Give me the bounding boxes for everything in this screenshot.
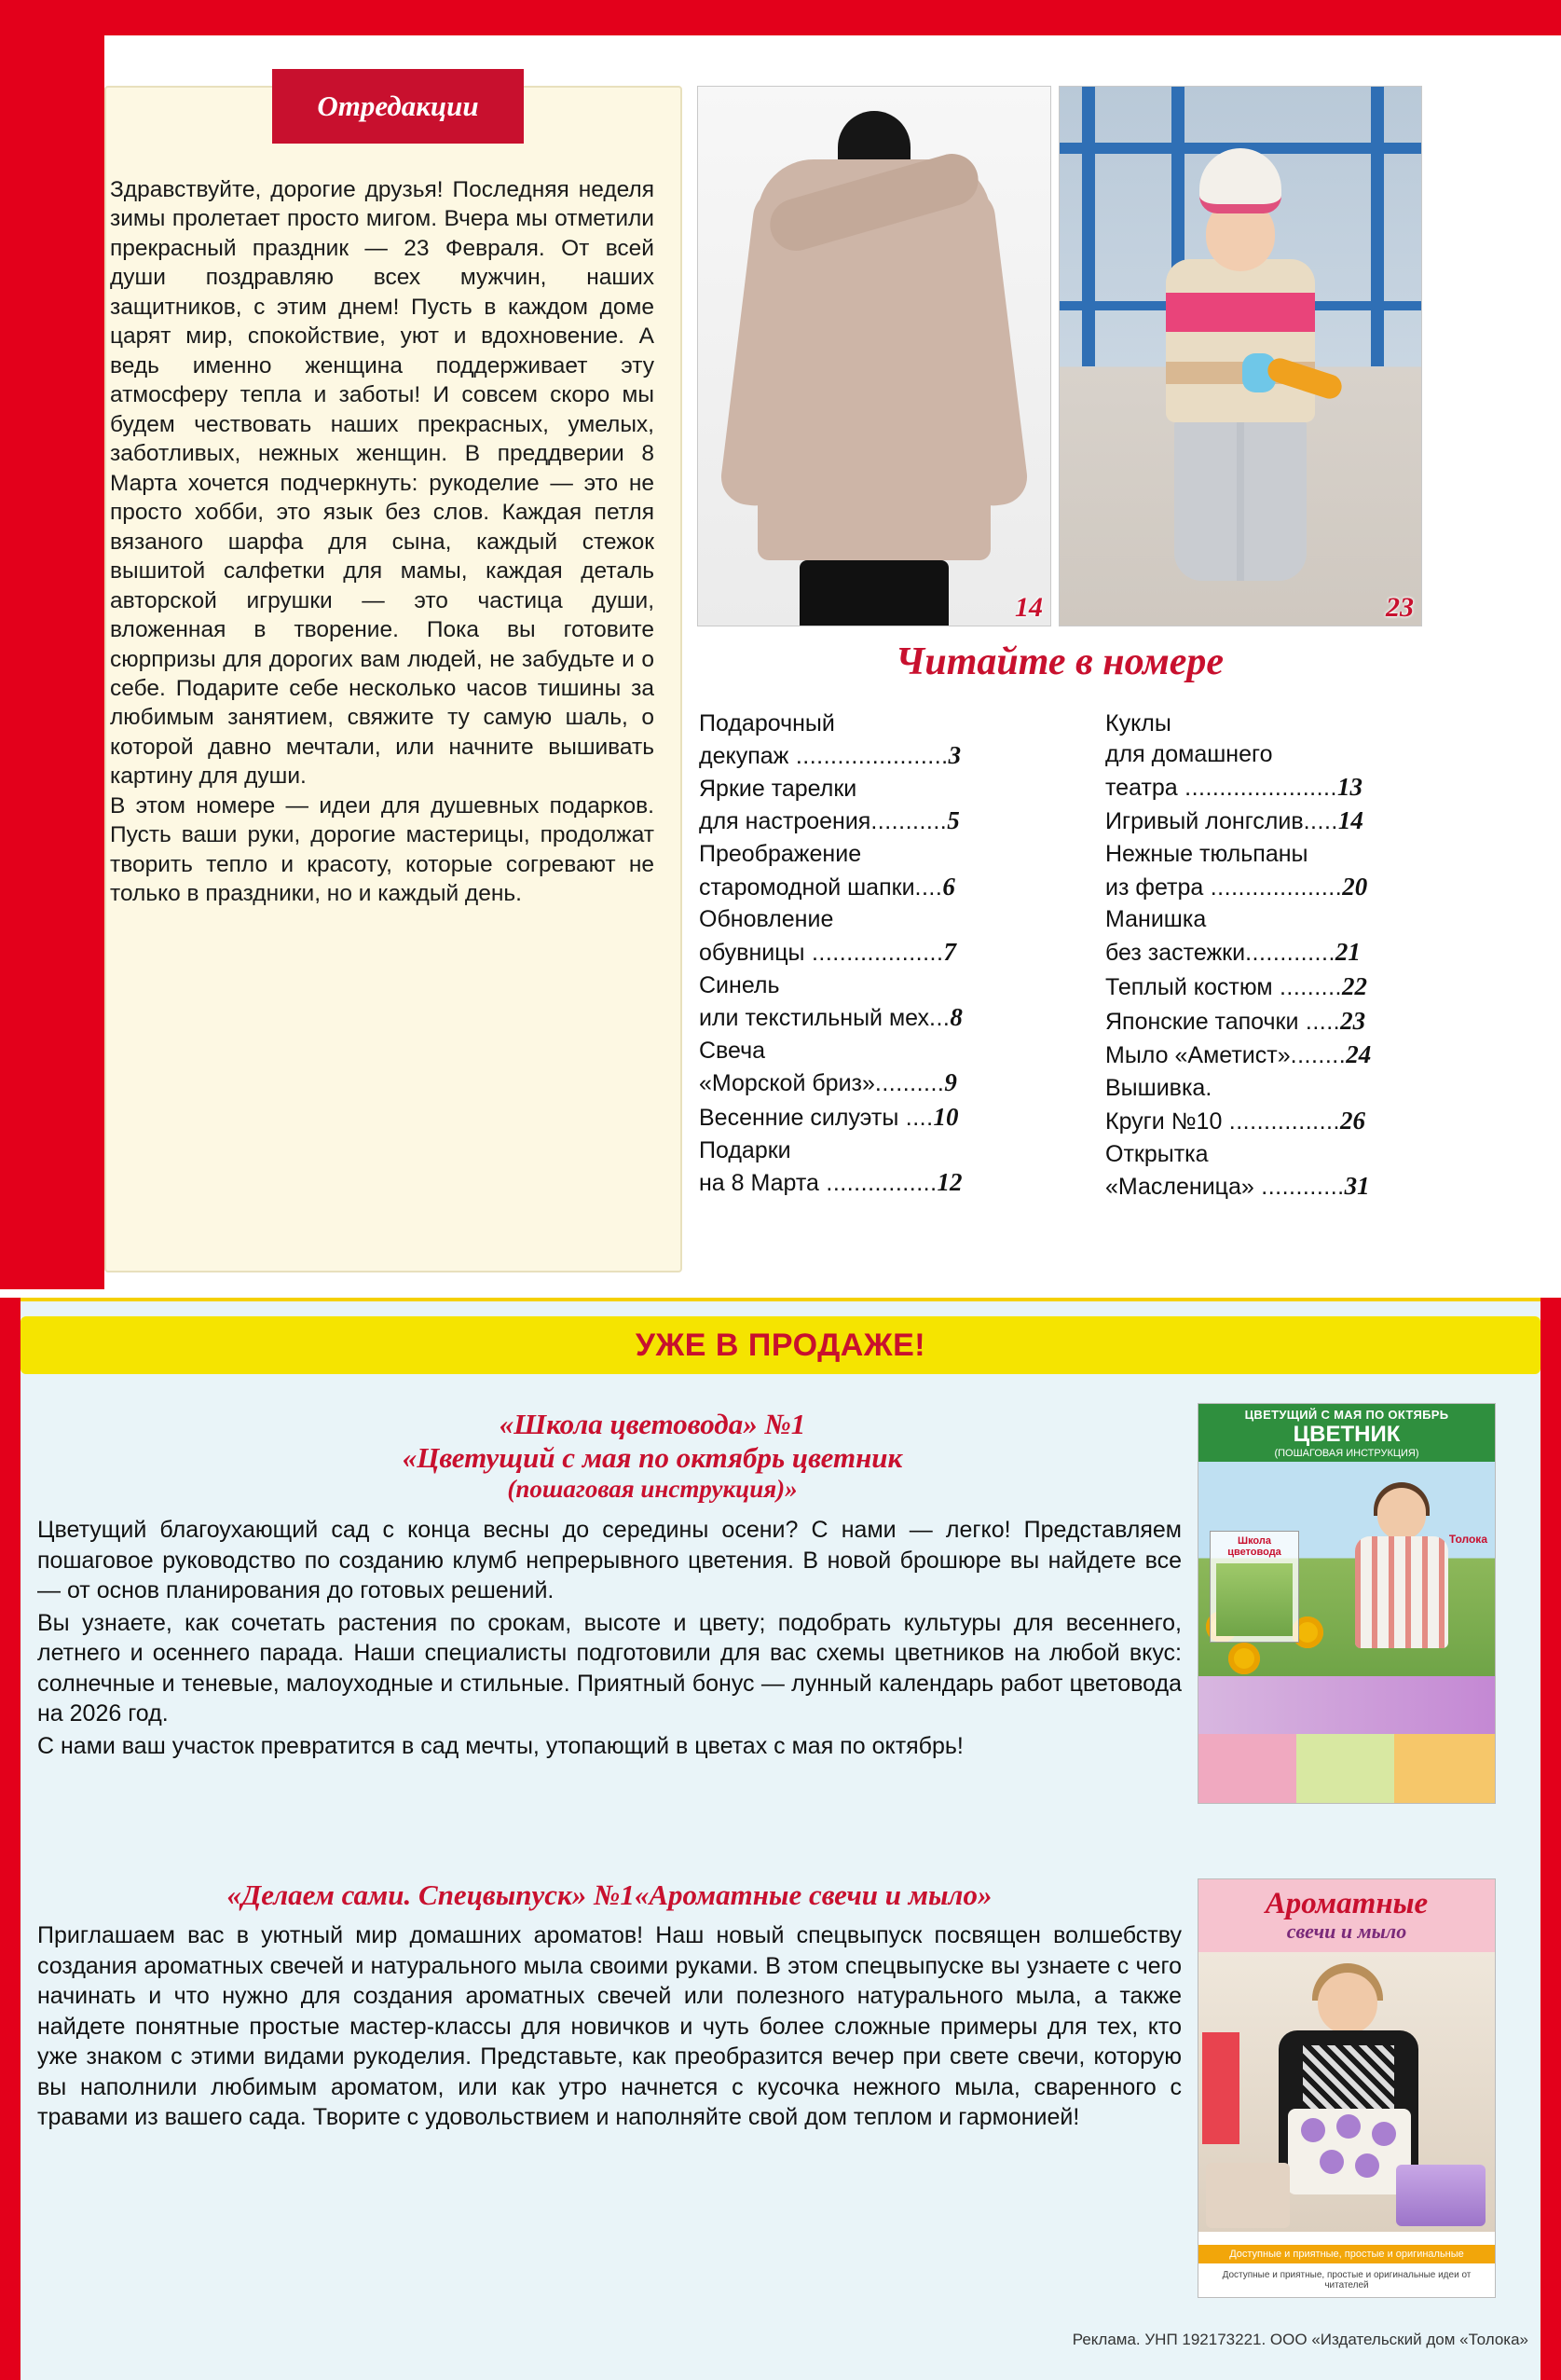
contents-entry-line <box>699 1101 1062 1135</box>
contents-page-number: 13 <box>1336 772 1362 801</box>
contents-leader-dots: .... <box>914 874 943 901</box>
candles-shape <box>1206 2163 1290 2228</box>
pants-split-shape <box>1237 413 1244 581</box>
on-sale-banner: УЖЕ В ПРОДАЖЕ! <box>21 1316 1540 1374</box>
contents-entry-title: театра <box>1105 774 1178 801</box>
contents-leader-dots: ..... <box>1303 808 1338 835</box>
contents-leader-dots: ...................... <box>1177 774 1337 801</box>
contents-page-number: 20 <box>1342 872 1368 901</box>
contents-entry-line: Куклы <box>1105 710 1171 736</box>
contents-entry-title: без застежки <box>1105 939 1246 966</box>
contents-entry[interactable] <box>699 708 1062 773</box>
contents-entry-title: из фетра <box>1105 874 1204 901</box>
contents-entry-line <box>1105 1005 1441 1039</box>
contents-leader-dots: ................... <box>1203 874 1343 901</box>
promo-one-title-line1: «Школа цветовода» №1 <box>499 1408 806 1440</box>
cover-one-photo <box>1198 1462 1495 1676</box>
contents-page-number: 9 <box>944 1068 957 1097</box>
contents-entry[interactable] <box>699 839 1062 903</box>
cover-one-header <box>1198 1404 1495 1462</box>
contents-page-number: 21 <box>1335 937 1361 966</box>
left-red-margin-lower <box>0 1298 21 2380</box>
crochet-pants-shape <box>1174 413 1307 581</box>
railing-post-shape <box>1371 87 1384 366</box>
contents-entry-line <box>1105 936 1441 970</box>
girl-in-knitted-sweater-photo <box>1059 86 1422 626</box>
contents-entry-line: Подарочный <box>699 710 835 736</box>
gardener-figure-shape <box>1346 1488 1458 1665</box>
cover-one-badge <box>1210 1531 1299 1643</box>
contents-entry-line: для домашнего <box>1105 741 1273 768</box>
editorial-header-line2: редакции <box>360 89 479 122</box>
contents-page-number: 10 <box>933 1102 959 1131</box>
contents-page-number: 3 <box>948 741 962 770</box>
contents-entry-line: Свеча <box>699 1037 766 1064</box>
contents-page-number: 24 <box>1346 1040 1372 1069</box>
photo-page-number: 23 <box>1386 592 1414 623</box>
contents-entry-title: декупаж <box>699 743 789 770</box>
cover-one-badge-image <box>1216 1563 1293 1636</box>
promo-one-text <box>37 1515 1182 1763</box>
contents-column-left <box>699 708 1062 1201</box>
sweater-stripe-shape <box>1166 293 1315 332</box>
flower-shape <box>1355 2153 1379 2178</box>
flower-shape <box>1228 1643 1260 1674</box>
contents-page-number: 8 <box>950 1002 963 1031</box>
contents-entry[interactable] <box>1105 970 1441 1004</box>
contents-page-number: 5 <box>947 806 960 835</box>
cover-two-photo <box>1198 1952 1495 2232</box>
editorial-header-line1: От <box>317 89 361 122</box>
contents-entry-line: Подарки <box>699 1136 791 1163</box>
photo-page-number: 14 <box>1015 592 1043 623</box>
promo-one-title-line2: «Цветущий с мая по октябрь цветник <box>402 1441 903 1474</box>
contents-entry-line: Открытка <box>1105 1140 1209 1167</box>
contents-leader-dots: ......... <box>1272 973 1342 1000</box>
beige-pullover-photo <box>697 86 1051 626</box>
mannequin-stand-shape <box>800 560 949 626</box>
cover-two-footer: Доступные и приятные, простые и оригинальные идеи от читателей <box>1198 2263 1495 2297</box>
contents-entry-title: для настроения <box>699 808 871 835</box>
contents-leader-dots: ........ <box>1290 1042 1347 1069</box>
contents-column-right <box>1105 708 1441 1204</box>
contents-entry-title: Игривый лонгслив <box>1105 808 1304 835</box>
contents-entry[interactable] <box>699 1101 1062 1135</box>
promo-one-title <box>112 1408 1193 1504</box>
contents-entry[interactable] <box>1105 708 1441 804</box>
knitted-sweater-shape <box>1166 259 1315 422</box>
contents-entry[interactable] <box>1105 1005 1441 1039</box>
contents-entry-line <box>699 1001 1062 1035</box>
contents-leader-dots: ...................... <box>788 743 949 770</box>
promo-one-title-line3: (пошаговая инструкция)» <box>507 1475 798 1503</box>
contents-entry-line <box>699 805 1062 838</box>
contents-leader-dots: ... <box>929 1004 951 1031</box>
legal-notice: Реклама. УНП 192173221. ООО «Издательский дом «Толока» <box>1072 2331 1528 2348</box>
editorial-paragraph-1: Здравствуйте, дорогие друзья! Последняя неделя зимы пролетает просто мигом. Вчера мы отметили прекрасный праздник — 23 Февраля. От всей души поздравляю всех мужчин, наших защитников, с этим днем! Пусть в каждом доме царят мир, спокойствие, уют и вдохновение. А ведь именно женщина поддерживает эту атмосферу тепла и заботы! И совсем скоро мы будем чествовать наших прекрасных, умелых, заботливых, нежных женщин. В преддверии 8 Марта хочется подчеркнуть: рукоделие — это не просто хобби, это язык без слов. Каждая петля вязаного шарфа для сына, каждый стежок вышитой салфетки для мамы, каждая деталь авторской игрушки — это частица души, вложенная в творение. Пока вы готовите сюрпризы для дорогих вам людей, не забудьте и о себе. Подарите себе несколько часов тишины за любимым занятием, свяжите ту самую шаль, о которой давно мечтали, или начните вышивать картину для души. <box>110 177 654 790</box>
promo-two-text <box>37 1920 1182 2133</box>
contents-entry-line <box>1105 771 1441 805</box>
contents-leader-dots: ..... <box>1298 1008 1341 1035</box>
flower-shape <box>1320 2150 1344 2174</box>
contents-entry-line <box>699 1066 1062 1100</box>
flower-shape <box>1336 2114 1361 2139</box>
cover-one-midstrip <box>1198 1676 1495 1734</box>
candles-and-soap-book-cover <box>1198 1878 1496 2298</box>
contents-entry-line: Синель <box>699 971 780 998</box>
cover-one-line3: (ПОШАГОВАЯ ИНСТРУКЦИЯ) <box>1274 1447 1419 1459</box>
contents-entry[interactable] <box>699 904 1062 969</box>
cover-one-badge-label: Школа цветовода <box>1227 1535 1281 1559</box>
contents-entry[interactable] <box>1105 839 1441 903</box>
contents-leader-dots: ........... <box>870 808 948 835</box>
editorial-text <box>110 175 662 909</box>
contents-entry-line <box>699 739 1062 773</box>
contents-entry[interactable] <box>1105 1073 1441 1137</box>
promo-one-paragraph-2: Вы узнаете, как сочетать растения по срокам, высоте и цвету; подобрать культуры для весеннего, летнего и осеннего парада. Наши специалисты подготовили для вас схемы цветников на любой вкус: солнечные и теневые, малоуходные и стильные. Приятный бонус — лунный календарь работ цветовода на 2026 год. <box>37 1609 1182 1727</box>
cover-two-title-line2: свечи и мыло <box>1286 1919 1407 1943</box>
flower-box-shape <box>1288 2109 1411 2194</box>
cover-one-brand: Толока <box>1448 1533 1487 1546</box>
flower-garden-book-cover <box>1198 1403 1496 1804</box>
contents-leader-dots: ................... <box>804 939 944 966</box>
editorial-header <box>272 69 524 144</box>
flower-shape <box>1372 2122 1396 2146</box>
contents-entry-line <box>699 871 1062 904</box>
contents-page-number: 23 <box>1340 1006 1366 1035</box>
flower-shape <box>1301 2118 1325 2142</box>
cover-one-line2: ЦВЕТНИК <box>1293 1421 1401 1447</box>
contents-entry-title: или текстильный мех <box>699 1004 930 1031</box>
left-red-margin <box>0 35 104 1289</box>
right-red-margin-lower <box>1540 1298 1561 2380</box>
contents-page-number: 31 <box>1344 1171 1370 1200</box>
contents-title: Читайте в номере <box>895 640 1225 683</box>
contents-page-number: 12 <box>937 1168 963 1197</box>
contents-entry[interactable] <box>1105 1139 1441 1204</box>
contents-entry-title: Круги №10 <box>1105 1107 1223 1135</box>
contents-entry-line <box>1105 1170 1441 1204</box>
contents-entry-line <box>1105 970 1441 1004</box>
contents-entry-line: Преображение <box>699 841 862 868</box>
contents-leader-dots: ................ <box>818 1170 938 1197</box>
contents-page-number: 6 <box>942 872 955 901</box>
contents-leader-dots: .......... <box>874 1070 945 1097</box>
plaid-shirt-shape <box>1355 1536 1448 1648</box>
contents-page-number: 14 <box>1337 806 1363 835</box>
contents-entry-line <box>1105 1039 1441 1072</box>
cover-one-bottom-photos <box>1198 1734 1495 1804</box>
contents-entry-line <box>699 936 1062 970</box>
contents-entry-line: Вышивка. <box>1105 1075 1212 1102</box>
contents-entry-line: Манишка <box>1105 906 1207 933</box>
contents-entry-title: Японские тапочки <box>1105 1008 1299 1035</box>
promo-two-title: «Делаем сами. Спецвыпуск» №1«Ароматные свечи и мыло» <box>226 1878 993 1911</box>
cover-one-line1: ЦВЕТУЩИЙ С МАЯ ПО ОКТЯБРЬ <box>1244 1407 1449 1422</box>
contents-entry-title: Весенние силуэты <box>699 1104 899 1131</box>
contents-entry[interactable] <box>1105 1039 1441 1072</box>
contents-entry[interactable] <box>699 970 1062 1035</box>
contents-entry-title: «Масленица» <box>1105 1173 1254 1200</box>
contents-entry-title: «Морской бриз» <box>699 1070 875 1097</box>
contents-entry[interactable] <box>699 774 1062 838</box>
contents-entry-line: Нежные тюльпаны <box>1105 841 1308 868</box>
soap-bars-shape <box>1396 2165 1486 2226</box>
contents-entry[interactable] <box>1105 805 1441 838</box>
contents-entry-line: Яркие тарелки <box>699 776 857 803</box>
contents-entry-title: на 8 Марта <box>699 1170 819 1197</box>
contents-page-number: 7 <box>943 937 956 966</box>
cover-two-side-band <box>1202 2032 1239 2144</box>
contents-entry-line <box>1105 871 1441 904</box>
contents-entry-line: Обновление <box>699 906 834 933</box>
contents-leader-dots: ............ <box>1253 1173 1345 1200</box>
contents-entry-title: Теплый костюм <box>1105 973 1273 1000</box>
contents-page-number: 22 <box>1341 971 1367 1000</box>
contents-entry[interactable] <box>699 1135 1062 1200</box>
contents-page-number: 26 <box>1339 1106 1365 1135</box>
promo-one-paragraph-3: С нами ваш участок превратится в сад мечты, утопающий в цветах с мая по октябрь! <box>37 1732 964 1759</box>
contents-entry-line <box>699 1166 1062 1200</box>
contents-entry-line <box>1105 805 1441 838</box>
contents-entry[interactable] <box>1105 904 1441 969</box>
cover-two-title-line1: Ароматные <box>1265 1886 1429 1920</box>
contents-entry-line <box>1105 1105 1441 1138</box>
contents-entry-title: Мыло «Аметист» <box>1105 1042 1291 1069</box>
contents-leader-dots: .... <box>898 1104 934 1131</box>
promo-one-paragraph-1: Цветущий благоухающий сад с конца весны до середины осени? С нами — легко! Представляем пошаговое руководство по созданию клумб непрерывного цветения. В новой брошюре вы найдете все — от основ планирования до готовых решений. <box>37 1517 1182 1603</box>
top-red-bar <box>0 0 1561 35</box>
railing-post-shape <box>1082 87 1095 366</box>
contents-leader-dots: ............. <box>1245 939 1335 966</box>
editorial-paragraph-2: В этом номере — идеи для душевных подарков. Пусть ваши руки, дорогие мастерицы, продолжат творить тепло и красоту, которые согревают не только в праздники, но и каждый день. <box>110 792 654 907</box>
cover-two-header <box>1198 1879 1495 1952</box>
head-shape <box>1377 1488 1426 1540</box>
head-shape <box>1318 1973 1377 2034</box>
contents-entry-title: старомодной шапки <box>699 874 915 901</box>
contents-leader-dots: ................ <box>1222 1107 1340 1135</box>
contents-entry[interactable] <box>699 1036 1062 1100</box>
cover-two-orange-bar: Доступные и приятные, простые и оригинальные <box>1198 2245 1495 2263</box>
promo-two-paragraph-1: Приглашаем вас в уютный мир домашних ароматов! Наш новый спецвыпуск посвящен волшебству создания ароматных свечей и натурального мыла своими руками. В этом спецвыпуске вы узнаете с чего начинать и что нужно для создания ароматных свечей или полезного натурального мыла, а также найдете понятные простые мастер-классы для новичков и чуть более сложные примеры для тех, кто уже знаком с этими видами рукоделия. Представьте, как преобразится вечер при свете свечи, которую вы наполнили любимым ароматом, или как утро начнется с кусочка нежного мыла, сваренного с травами из вашего сада. Творите с удовольствием и наполняйте свой дом теплом и гармонией! <box>37 1922 1182 2130</box>
contents-entry-title: обувницы <box>699 939 805 966</box>
